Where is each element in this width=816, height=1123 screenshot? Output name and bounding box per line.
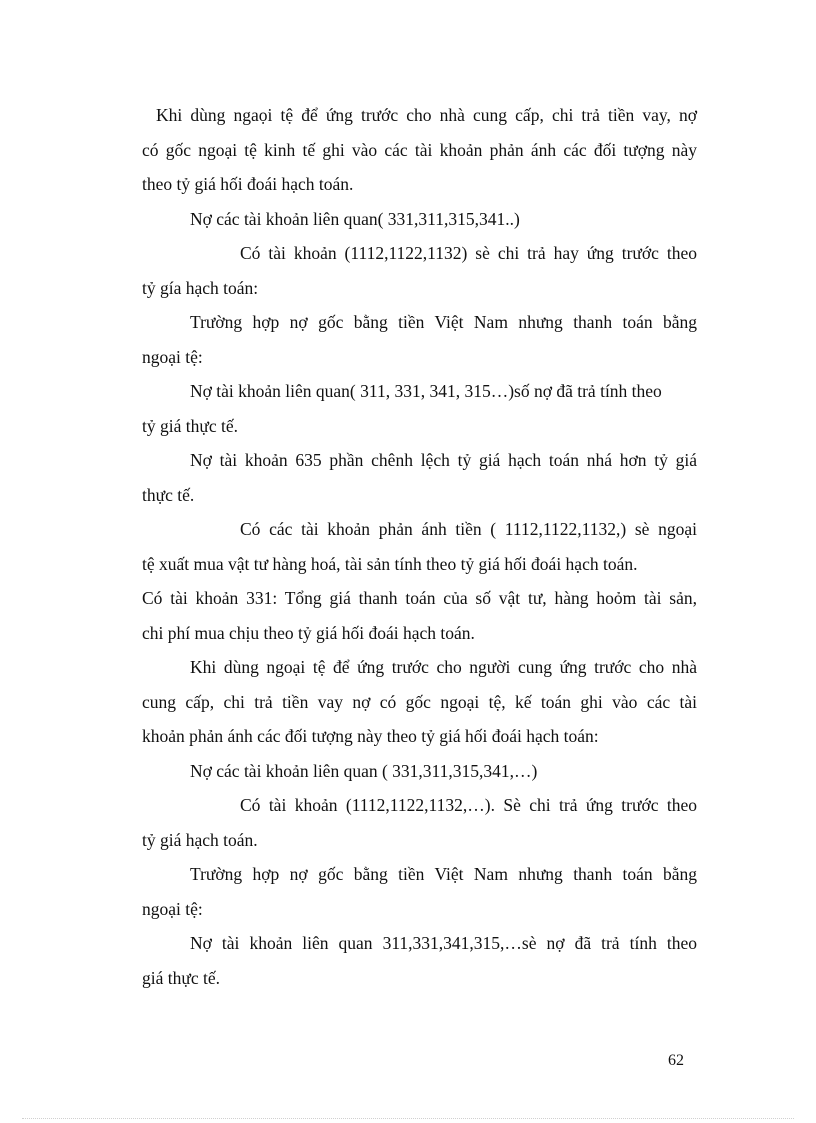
paragraph-line: Khi dùng ngaọi tệ để ứng trước cho nhà cung cấp, chi trả tiền vay, nợ	[156, 105, 697, 125]
paragraph-line: có gốc ngoại tệ kinh tế ghi vào các tài khoản phản ánh các đối tượng này	[142, 139, 697, 160]
paragraph-line: Có tài khoản 331: Tổng giá thanh toán của số vật tư, hàng hoỏm tài sản,	[142, 588, 697, 608]
paragraph-line: Trường hợp nợ gốc bằng tiền Việt Nam nhưng thanh toán bằng	[190, 312, 697, 332]
paragraph-line: Nợ các tài khoản liên quan ( 331,311,315,341,…)	[190, 760, 538, 781]
paragraph-line: tỷ giá hạch toán.	[142, 829, 258, 850]
paragraph-line: khoản phản ánh các đối tượng này theo tỷ giá hối đoái hạch toán:	[142, 726, 599, 746]
paragraph-line: tỷ gía hạch toán:	[142, 277, 259, 298]
document-body	[142, 98, 697, 995]
paragraph-line: Nợ tài khoản 635 phần chênh lệch tỷ giá hạch toán nhá hơn tỷ giá	[190, 450, 697, 470]
page-number: 62	[668, 1052, 684, 1069]
paragraph-line: Trường hợp nợ gốc bằng tiền Việt Nam nhưng thanh toán bằng	[190, 864, 697, 884]
paragraph-line: ngoại tệ:	[142, 346, 203, 367]
paragraph-line: Có các tài khoản phản ánh tiền ( 1112,1122,1132,) sè ngoại	[240, 519, 697, 539]
paragraph-line: Nợ các tài khoản liên quan( 331,311,315,341..)	[190, 208, 520, 229]
footer-divider	[22, 1118, 794, 1119]
paragraph-line: Khi dùng ngoại tệ để ứng trước cho người cung ứng trước cho nhà	[190, 657, 697, 677]
paragraph-line: tỷ giá thực tế.	[142, 415, 238, 436]
paragraph-line: ngoại tệ:	[142, 898, 203, 919]
paragraph-line: Có tài khoản (1112,1122,1132,…). Sè chi trả ứng trước theo	[240, 795, 697, 815]
paragraph-line: thực tế.	[142, 484, 195, 505]
paragraph-line: giá thực tế.	[142, 967, 220, 988]
paragraph-line: Có tài khoản (1112,1122,1132) sè chi trả hay ứng trước theo	[240, 243, 697, 263]
paragraph-line: Nợ tài khoản liên quan( 311, 331, 341, 315…)số nợ đã trả tính theo	[190, 381, 662, 401]
paragraph-line: Nợ tài khoản liên quan 311,331,341,315,…sè nợ đã trả tính theo	[190, 933, 697, 953]
paragraph-line: tệ xuất mua vật tư hàng hoá, tài sản tính theo tỷ giá hối đoái hạch toán.	[142, 553, 638, 574]
paragraph-line: cung cấp, chi trả tiền vay nợ có gốc ngoại tệ, kế toán ghi vào các tài	[142, 691, 697, 712]
paragraph-line: theo tỷ giá hối đoái hạch toán.	[142, 174, 354, 194]
paragraph-line: chi phí mua chịu theo tỷ giá hối đoái hạch toán.	[142, 622, 475, 643]
